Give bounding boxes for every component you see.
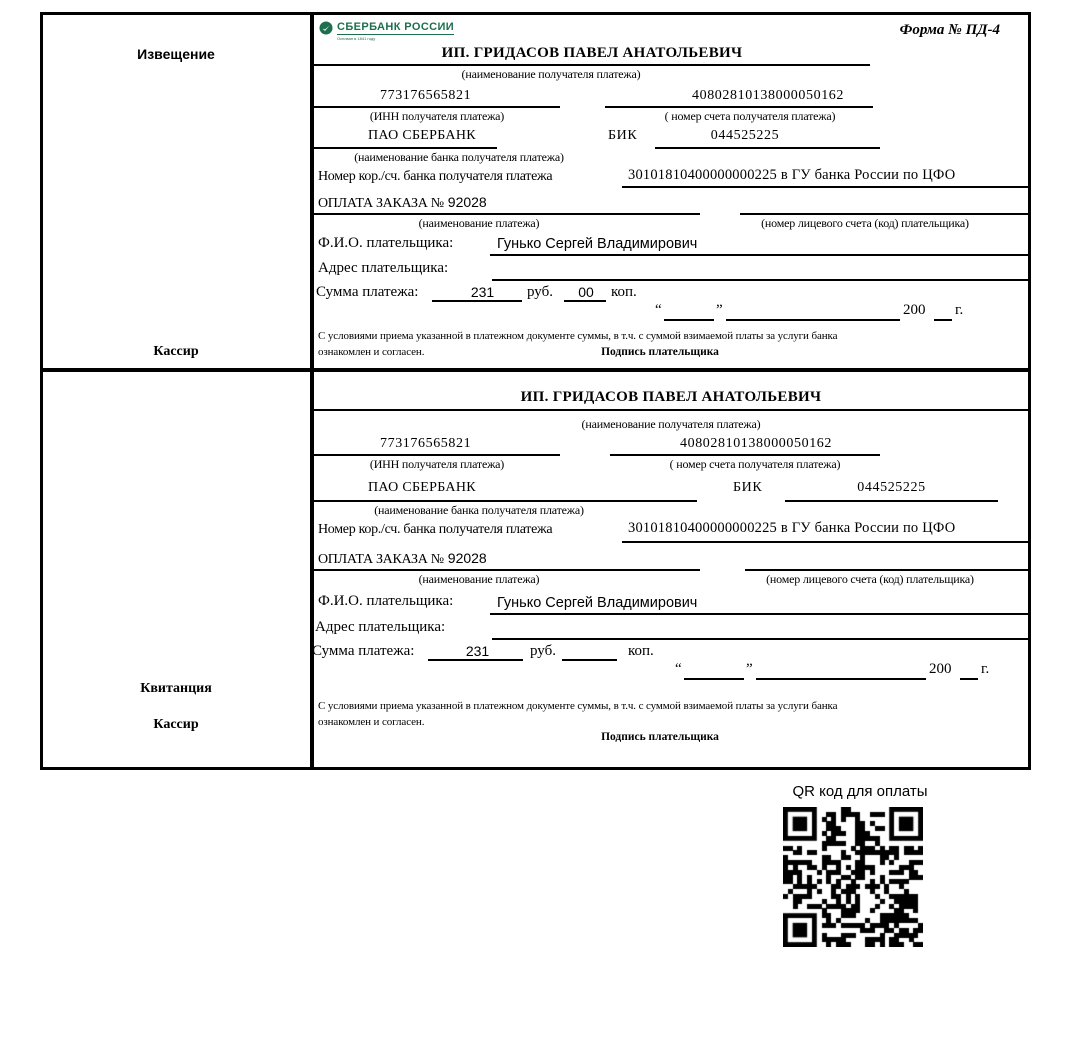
recipient-underline-notice — [314, 64, 870, 66]
personal-underline-receipt — [745, 569, 1028, 571]
agreement-line1-receipt: С условиями приема указанной в платежном документе суммы, в т.ч. с суммой взимаемой платы за услуги банка — [318, 700, 838, 712]
qr-code-label: QR код для оплаты — [792, 783, 928, 800]
payer-underline-receipt — [490, 613, 1028, 615]
recipient-name-notice: ИП. ГРИДАСОВ ПАВЕЛ АНАТОЛЬЕВИЧ — [441, 45, 743, 61]
bank-caption-notice: (наименование банка получателя платежа) — [354, 150, 564, 164]
payment-order-number-notice: 92028 — [447, 194, 487, 210]
corr-underline-notice — [622, 186, 1028, 188]
amount-kop-underline-notice — [564, 300, 606, 302]
payer-underline-notice — [490, 254, 1028, 256]
date-month-underline-notice — [726, 319, 900, 321]
qr-code-image — [783, 807, 923, 947]
date-month-underline-receipt — [756, 678, 926, 680]
recipient-caption-receipt: (наименование получателя платежа) — [581, 417, 761, 431]
inn-value-receipt: 773176565821 — [380, 436, 472, 451]
signature-label-notice: Подпись плательщика — [601, 346, 719, 358]
bank-name-receipt: ПАО СБЕРБАНК — [368, 480, 476, 495]
bik-label-receipt: БИК — [733, 480, 763, 495]
inn-value-notice: 773176565821 — [380, 88, 472, 103]
agreement-line2-receipt: ознакомлен и согласен. — [318, 716, 425, 728]
address-underline-notice — [492, 279, 1028, 281]
address-underline-receipt — [492, 638, 1028, 640]
agreement-line2-notice: ознакомлен и согласен. — [318, 346, 425, 358]
bank-underline-notice — [314, 147, 497, 149]
amount-kop-underline-receipt — [562, 659, 617, 661]
personal-underline-notice — [740, 213, 1028, 215]
bank-name-notice: ПАО СБЕРБАНК — [368, 128, 476, 143]
amount-rub-underline-receipt — [428, 659, 523, 661]
payment-name-label-notice: ОПЛАТА ЗАКАЗА № — [318, 196, 444, 211]
payment-name-label-receipt: ОПЛАТА ЗАКАЗА № — [318, 552, 444, 567]
account-underline-notice — [605, 106, 873, 108]
account-value-receipt: 40802810138000050162 — [680, 436, 832, 451]
amount-kop-value-notice: 00 — [578, 284, 594, 300]
inn-underline-notice — [314, 106, 560, 108]
rub-label-receipt: руб. — [530, 643, 556, 659]
bank-caption-receipt: (наименование банка получателя платежа) — [374, 503, 584, 517]
inn-caption-notice: (ИНН получателя платежа) — [369, 109, 505, 123]
date-day-underline-receipt — [684, 678, 744, 680]
sberbank-logo-text: СБЕРБАНК РОССИИ — [337, 21, 455, 33]
signature-label-receipt: Подпись плательщика — [601, 731, 719, 743]
recipient-caption-notice: (наименование получателя платежа) — [461, 67, 641, 81]
kop-label-receipt: коп. — [628, 643, 654, 659]
payment-underline-notice — [314, 213, 700, 215]
receipt-cashier-label: Кассир — [153, 717, 199, 732]
agreement-line1-notice: С условиями приема указанной в платежном документе суммы, в т.ч. с суммой взимаемой платы за услуги банка — [318, 330, 838, 342]
inn-caption-receipt: (ИНН получателя платежа) — [369, 457, 505, 471]
amount-rub-underline-notice — [432, 300, 522, 302]
date-day-underline-notice — [664, 319, 714, 321]
section-divider — [40, 368, 1031, 372]
notice-stub-title: Извещение — [137, 46, 215, 62]
amount-rub-value-notice: 231 — [470, 284, 495, 300]
sberbank-emblem-icon — [319, 21, 333, 35]
date-year-suffix-receipt: г. — [981, 661, 990, 677]
payer-name-label-notice: Ф.И.О. плательщика: — [318, 235, 454, 251]
bik-label-notice: БИК — [608, 128, 638, 143]
bik-underline-receipt — [785, 500, 998, 502]
form-number-title: Форма № ПД-4 — [899, 22, 1000, 38]
payer-name-value-receipt: Гунько Сергей Владимирович — [497, 595, 698, 611]
personal-caption-receipt: (номер лицевого счета (код) плательщика) — [766, 572, 974, 586]
sberbank-logo-tagline: Основан в 1841 году — [337, 36, 376, 41]
date-quote-open-notice: “ — [655, 302, 662, 318]
bik-value-receipt: 044525225 — [857, 480, 926, 495]
payment-underline-receipt — [314, 569, 700, 571]
sberbank-logo — [319, 21, 454, 41]
payment-caption-notice: (наименование платежа) — [418, 216, 540, 230]
payment-caption-receipt: (наименование платежа) — [418, 572, 540, 586]
amount-label-notice: Сумма платежа: — [316, 284, 419, 300]
recipient-name-receipt: ИП. ГРИДАСОВ ПАВЕЛ АНАТОЛЬЕВИЧ — [520, 389, 822, 405]
date-year-notice: 200 — [903, 302, 926, 318]
payer-address-label-receipt: Адрес плательщика: — [315, 619, 446, 635]
corr-label-notice: Номер кор./сч. банка получателя платежа — [318, 169, 553, 184]
payer-address-label-notice: Адрес плательщика: — [318, 260, 449, 276]
date-quote-close-notice: ” — [716, 302, 723, 318]
amount-rub-value-receipt: 231 — [465, 643, 490, 659]
recipient-underline-receipt — [314, 409, 1028, 411]
account-caption-receipt: ( номер счета получателя платежа) — [669, 457, 841, 471]
bik-underline-notice — [655, 147, 880, 149]
corr-underline-receipt — [622, 541, 1028, 543]
bik-value-notice: 044525225 — [710, 128, 780, 143]
date-year-receipt: 200 — [929, 661, 952, 677]
account-caption-notice: ( номер счета получателя платежа) — [664, 109, 836, 123]
inn-underline-receipt — [314, 454, 560, 456]
date-year-suffix-notice: г. — [955, 302, 964, 318]
account-value-notice: 40802810138000050162 — [692, 88, 844, 103]
bank-underline-receipt — [314, 500, 697, 502]
receipt-stub-title: Квитанция — [140, 681, 212, 696]
date-year-underline-receipt — [960, 678, 978, 680]
kop-label-notice: коп. — [611, 284, 637, 300]
payer-name-value-notice: Гунько Сергей Владимирович — [497, 236, 698, 252]
rub-label-notice: руб. — [527, 284, 553, 300]
payer-name-label-receipt: Ф.И.О. плательщика: — [318, 593, 454, 609]
account-underline-receipt — [610, 454, 880, 456]
payment-order-number-receipt: 92028 — [447, 550, 487, 566]
date-year-underline-notice — [934, 319, 952, 321]
amount-label-receipt: Сумма платежа: — [312, 643, 415, 659]
corr-label-receipt: Номер кор./сч. банка получателя платежа — [318, 522, 553, 537]
date-quote-close-receipt: ” — [746, 661, 753, 677]
notice-cashier-label: Кассир — [153, 344, 199, 359]
personal-caption-notice: (номер лицевого счета (код) плательщика) — [761, 216, 969, 230]
date-quote-open-receipt: “ — [675, 661, 682, 677]
corr-value-receipt: 30101810400000000225 в ГУ банка России по ЦФО — [628, 520, 956, 536]
corr-value-notice: 30101810400000000225 в ГУ банка России по ЦФО — [628, 167, 956, 183]
